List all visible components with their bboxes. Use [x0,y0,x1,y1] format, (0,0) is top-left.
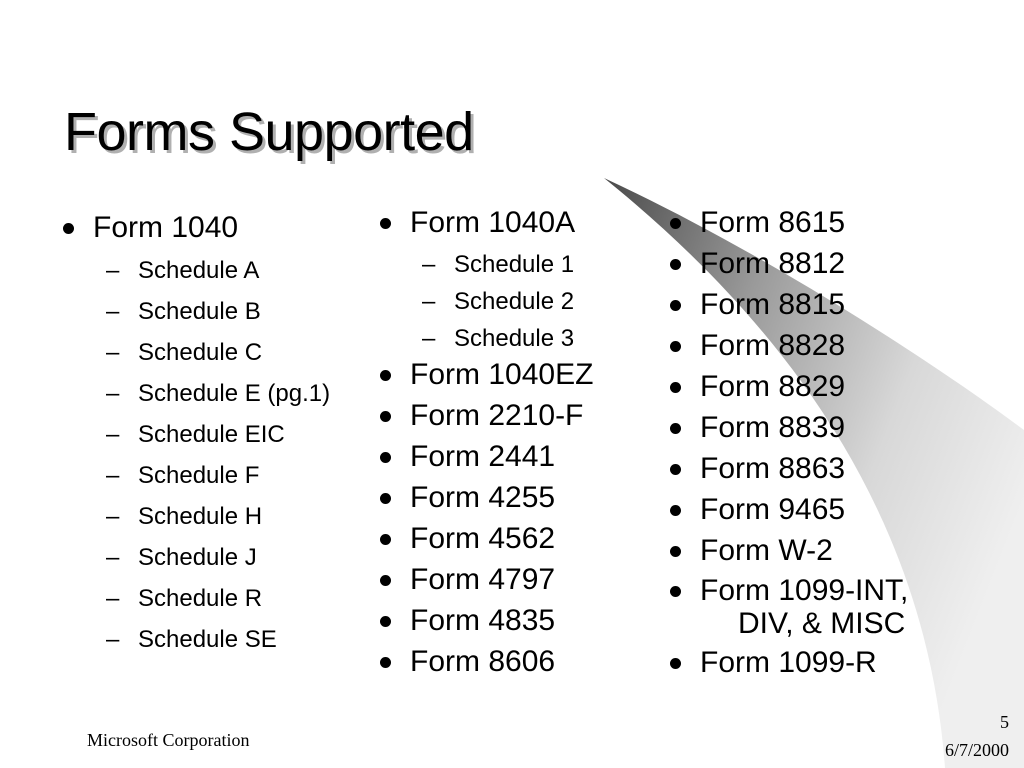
footer-date: 6/7/2000 [944,740,1009,760]
column-3 [700,208,908,678]
bullet-icon [670,300,681,311]
bullet-icon [670,341,681,352]
item-line-1: Form 1099-INT, [700,574,909,607]
dash-icon: – [106,462,120,489]
list-item: Form 1040EZ [410,360,593,390]
bullet-icon [380,657,391,668]
sub-list-item: – Schedule EIC [106,421,285,448]
bullet-icon [380,452,391,463]
sub-list-item: – Schedule F [106,462,260,489]
bullet-icon [670,586,681,597]
bullet-icon [670,382,681,393]
list-item: Form 9465 [700,495,908,525]
list-item: Form 8829 [700,372,908,402]
list-item: Form 4835 [410,606,593,636]
list-item: Form 2441 [410,442,593,472]
sub-list-item: – Schedule E (pg.1) [106,380,331,407]
list-item: Form 8812 [700,249,908,279]
dash-icon: – [106,421,120,448]
bullet-icon [380,534,391,545]
column-1 [93,213,330,653]
bullet-icon [380,218,391,229]
item-line-2: DIV, & MISC [738,607,906,640]
dash-icon: – [106,544,120,571]
list-item: Form 8828 [700,331,908,361]
bullet-icon [380,616,391,627]
list-item: Form 8839 [700,413,908,443]
bullet-icon [670,505,681,516]
dash-icon: – [106,257,120,284]
bullet-icon [380,370,391,381]
list-item: Form 2210-F [410,401,593,431]
list-item: Form 8815 [700,290,908,320]
list-item: Form W-2 [700,536,908,566]
list-item: Form 1099-R [700,648,908,678]
bullet-icon [670,423,681,434]
dash-icon: – [422,251,436,278]
bullet-icon [670,464,681,475]
bullet-icon [380,411,391,422]
bullet-icon [670,259,681,270]
bullet-icon [63,223,74,234]
bullet-icon [670,658,681,669]
dash-icon: – [106,626,120,653]
list-item [93,213,330,243]
sub-list-item: – Schedule B [106,298,261,325]
dash-icon: – [106,503,120,530]
page-number: 5 [1000,712,1009,732]
dash-icon: – [422,325,436,352]
dash-icon: – [106,339,120,366]
sub-list-item: – Schedule J [106,544,257,571]
list-item: Form 4255 [410,483,593,513]
sub-list-item: – Schedule 1 [422,251,575,278]
bullet-icon [670,218,681,229]
list-item: Form 8863 [700,454,908,484]
list-item: Form 8615 [700,208,908,238]
dash-icon: – [106,298,120,325]
dash-icon: – [106,380,120,407]
footer-company: Microsoft Corporation [87,730,250,750]
sub-list-item: – Schedule C [106,339,263,366]
sub-list-item: – Schedule R [106,585,263,612]
list-item: Form 4797 [410,565,593,595]
sub-list-item: – Schedule A [106,257,260,284]
sub-list-item: – Schedule SE [106,626,277,653]
sub-list-item: – Schedule H [106,503,263,530]
sub-list-item: – Schedule 3 [422,325,575,352]
bullet-icon [380,575,391,586]
dash-icon: – [422,288,436,315]
bullet-icon [670,546,681,557]
dash-icon: – [106,585,120,612]
slide-title: Forms Supported [64,102,474,162]
bullet-icon [380,493,391,504]
list-item: Form 8606 [410,647,593,677]
list-item: Form 4562 [410,524,593,554]
column-2 [410,208,593,677]
footer-right [945,708,1009,764]
list-item: Form 1040A [410,208,593,238]
item-label: Form 1040 [93,211,239,244]
sub-list-item: – Schedule 2 [422,288,575,315]
list-item-multiline [700,574,908,640]
